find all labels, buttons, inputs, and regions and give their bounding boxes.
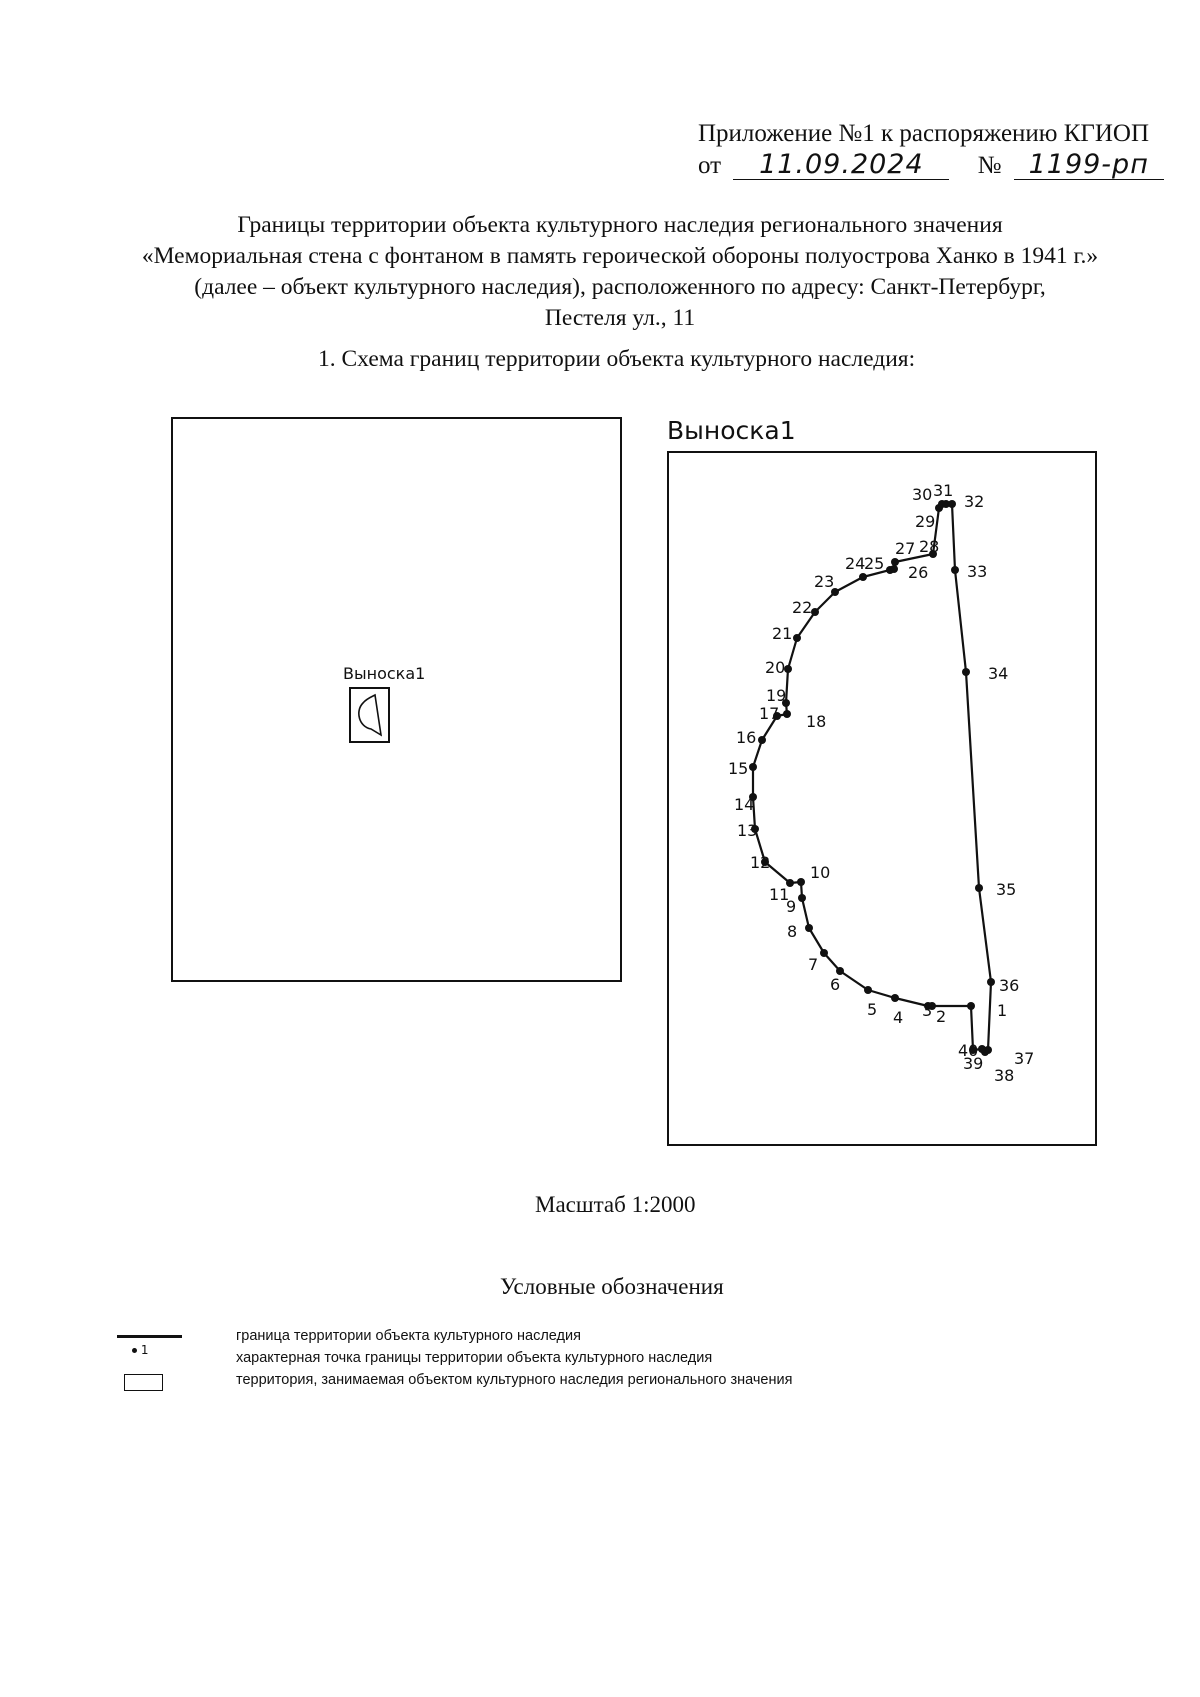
boundary-point-18 [783, 710, 791, 718]
title-line-1: Границы территории объекта культурного наследия регионального значения [237, 212, 1003, 238]
boundary-point-26 [890, 565, 898, 573]
boundary-point-33 [951, 566, 959, 574]
boundary-point-7 [820, 949, 828, 957]
title-line-3: (далее – объект культурного наследия), расположенного по адресу: Санкт-Петербург, [194, 274, 1046, 300]
boundary-point-label-27: 27 [895, 539, 916, 558]
number-value: 1199-рп [1028, 149, 1149, 180]
boundary-point-label-4: 4 [893, 1008, 904, 1027]
boundary-point-label-1: 1 [997, 1001, 1008, 1020]
overview-callout-frame [349, 687, 390, 743]
appendix-header [698, 118, 1164, 182]
document-title [0, 210, 1200, 334]
boundary-point-9 [798, 894, 806, 902]
legend-line-symbol [117, 1335, 182, 1338]
boundary-point-35 [975, 884, 983, 892]
boundary-point-label-21: 21 [772, 624, 793, 643]
callout-map [667, 451, 1097, 1146]
boundary-point-label-39: 39 [963, 1054, 984, 1073]
legend-area-symbol [124, 1374, 163, 1391]
boundary-line [753, 504, 991, 1052]
boundary-point-36 [987, 978, 995, 986]
boundary-point-1 [967, 1002, 975, 1010]
boundary-point-label-14: 14 [734, 795, 755, 814]
legend-item-boundary: граница территории объекта культурного наследия [236, 1328, 581, 1344]
boundary-point-label-20: 20 [765, 658, 786, 677]
boundary-point-39 [978, 1045, 986, 1053]
number-prefix: № [977, 152, 1002, 179]
boundary-point-8 [805, 924, 813, 932]
boundary-point-label-28: 28 [919, 537, 940, 556]
boundary-point-label-2: 2 [936, 1007, 947, 1026]
legend-point-number: 1 [140, 1343, 149, 1357]
title-line-4: Пестеля ул., 11 [544, 305, 696, 331]
boundary-point-label-35: 35 [996, 880, 1017, 899]
boundary-point-label-6: 6 [830, 975, 841, 994]
boundary-point-label-40: 40 [958, 1041, 979, 1060]
overview-map [171, 417, 622, 982]
boundary-point-label-24: 24 [845, 554, 866, 573]
boundary-point-label-31: 31 [933, 481, 954, 500]
boundary-point-label-33: 33 [967, 562, 988, 581]
boundary-point-label-30: 30 [912, 485, 933, 504]
boundary-point-label-7: 7 [808, 955, 819, 974]
legend-title: Условные обозначения [500, 1274, 724, 1299]
boundary-point-label-15: 15 [728, 759, 749, 778]
boundary-point-15 [749, 763, 757, 771]
boundary-point-label-5: 5 [867, 1000, 878, 1019]
boundary-point-21 [793, 634, 801, 642]
boundary-point-34 [962, 668, 970, 676]
overview-callout-label: Выноска1 [343, 664, 426, 683]
date-prefix: от [698, 152, 722, 179]
boundary-point-10 [797, 878, 805, 886]
boundary-point-32 [948, 500, 956, 508]
boundary-point-label-38: 38 [994, 1066, 1015, 1085]
boundary-point-16 [758, 736, 766, 744]
boundary-point-label-11: 11 [769, 885, 790, 904]
appendix-title: Приложение №1 к распоряжению КГИОП [698, 120, 1150, 147]
boundary-point-24 [859, 573, 867, 581]
legend-item-territory: территория, занимаемая объектом культурного наследия регионального значения [236, 1372, 793, 1388]
boundary-point-27 [891, 558, 899, 566]
boundary-point-label-34: 34 [988, 664, 1009, 683]
boundary-point-label-25: 25 [864, 554, 885, 573]
boundary-point-label-32: 32 [964, 492, 985, 511]
boundary-point-5 [864, 986, 872, 994]
boundary-diagram [669, 453, 1099, 1148]
boundary-point-4 [891, 994, 899, 1002]
boundary-point-6 [836, 967, 844, 975]
callout-title: Выноска1 [667, 416, 796, 445]
boundary-point-label-3: 3 [922, 1001, 933, 1020]
boundary-point-label-36: 36 [999, 976, 1020, 995]
boundary-point-label-18: 18 [806, 712, 827, 731]
boundary-point-label-10: 10 [810, 863, 831, 882]
boundary-point-label-37: 37 [1014, 1049, 1035, 1068]
boundary-point-label-29: 29 [915, 512, 936, 531]
title-line-2: «Мемориальная стена с фонтаном в память героической обороны полуострова Ханко в 1941 г.» [141, 243, 1099, 269]
boundary-point-label-26: 26 [908, 563, 929, 582]
boundary-point-label-22: 22 [792, 598, 813, 617]
appendix-date-line [698, 150, 1164, 182]
boundary-point-label-23: 23 [814, 572, 835, 591]
date-value: 11.09.2024 [759, 149, 924, 180]
legend-point-symbol [132, 1343, 148, 1357]
section-heading: 1. Схема границ территории объекта культурного наследия: [318, 346, 916, 372]
boundary-point-label-12: 12 [750, 853, 771, 872]
boundary-point-label-8: 8 [787, 922, 798, 941]
boundary-point-label-13: 13 [737, 821, 758, 840]
overview-mini-boundary [351, 689, 388, 741]
boundary-point-label-9: 9 [786, 897, 797, 916]
boundary-point-label-16: 16 [736, 728, 757, 747]
boundary-point-label-19: 19 [766, 686, 787, 705]
map-scale: Масштаб 1:2000 [535, 1192, 696, 1217]
legend-item-point: характерная точка границы территории объекта культурного наследия [236, 1350, 713, 1366]
boundary-point-label-17: 17 [759, 704, 780, 723]
